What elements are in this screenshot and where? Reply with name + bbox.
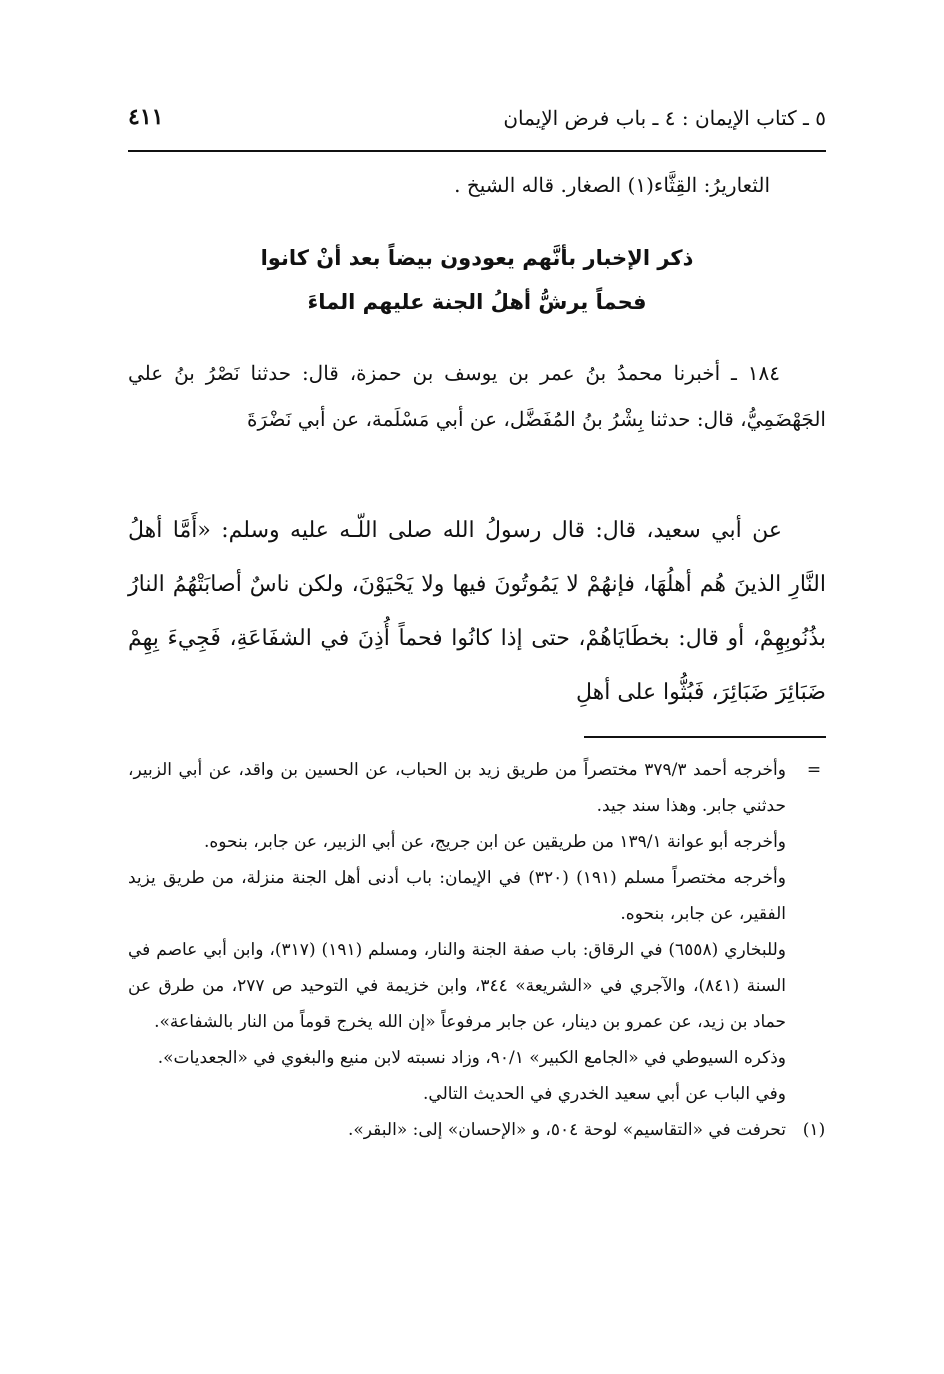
footnote-rule: [584, 736, 826, 738]
heading-line-2: فحماً يرشُّ أهلُ الجنة عليهم الماءَ: [307, 290, 647, 314]
footnote-text: وأخرجه أبو عوانة ١٣٩/١ من طريقين عن ابن جريج، عن أبي الزبير، عن جابر، بنحوه.: [203, 832, 786, 852]
header-rule: [128, 150, 826, 152]
footnotes: [128, 752, 826, 1148]
footnote-text: وللبخاري (٦٥٥٨) في الرقاق: باب صفة الجنة والنار، ومسلم (١٩١) (٣١٧)، وابن أبي عاصم في السنة (٨٤١)، والآجري في «الشريعة» ٣٤٤، وابن خزيمة في التوحيد ص ٢٧٧، من طرق عن حماد بن زيد، عن عمرو بن دينار، عن جابر مرفوعاً «إن الله يخرج قوماً من النار بالشفاعة».: [128, 940, 786, 1032]
footnote-text: وفي الباب عن أبي سعيد الخدري في الحديث التالي.: [423, 1084, 786, 1104]
footnote-continuation-5: [128, 1040, 826, 1076]
footnote-continuation-6: [128, 1076, 826, 1112]
footnote-continuation-2: [128, 824, 826, 860]
footnote-text: تحرفت في «التقاسيم» لوحة ٥٠٤، و «الإحسان» إلى: «البقر».: [348, 1120, 786, 1140]
footnote-text: وأخرجه أحمد ٣٧٩/٣ مختصراً من طريق زيد بن الحباب، عن الحسين بن واقد، عن أبي الزبير، حدثني جابر. وهذا سند جيد.: [128, 760, 786, 816]
footnote-continuation-4: [128, 932, 826, 1040]
page-header: [128, 100, 826, 146]
section-heading: [128, 236, 826, 324]
footnote-number: (١): [802, 1120, 826, 1140]
footnote-text: وذكره السيوطي في «الجامع الكبير» ٩٠/١، وزاد نسبته لابن منيع والبغوي في «الجعديات».: [157, 1048, 786, 1068]
footnote-1: [128, 1112, 826, 1148]
hadith-isnad: ١٨٤ ـ أخبرنا محمدُ بنُ عمر بن يوسف بن حمزة، قال: حدثنا نَصْرُ بنُ علي الجَهْضَمِيُّ، قال: حدثنا بِشْرُ بنُ المُفَضَّل، عن أبي مَسْلَمة، عن أبي نَضْرَةَ: [128, 361, 826, 431]
continuation-marker: =: [806, 760, 822, 780]
footnote-text: وأخرجه مختصراً مسلم (١٩١) (٣٢٠) في الإيمان: باب أدنى أهل الجنة منزلة، من طريق يزيد الفقير، عن جابر، بنحوه.: [128, 868, 786, 924]
running-title: ٥ ـ كتاب الإيمان : ٤ ـ باب فرض الإيمان: [503, 106, 826, 130]
intro-paragraph: الثعاريرُ: القِثَّاء(١) الصغار. قاله الشيخ .: [454, 173, 770, 197]
hadith-matn: عن أبي سعيد، قال: قال رسولُ الله صلى اللّـه عليه وسلم: «أَمَّا أهلُ النَّارِ الذينَ هُم أهلُهَا، فإنهُمْ لا يَمُوتُونَ فيها ولا يَحْيَوْنَ، ولكن ناسٌ أصابَتْهُمُ النارُ بذُنُوبِهِمْ، أو قال: بخطَايَاهُمْ، حتى إذا كانُوا فحماً أُذِنَ في الشفَاعَةِ، فَجِيءَ بِهِمْ ضَبَائِرَ ضَبَائِرَ، فَبُثُّوا على أهلِ: [128, 518, 826, 705]
heading-line-1: ذكر الإخبار بأنَّهم يعودون بيضاً بعد أنْ كانوا: [260, 246, 694, 270]
footnote-continuation-3: [128, 860, 826, 932]
page-number: ٤١١: [128, 104, 164, 130]
footnote-continuation-1: [128, 752, 826, 824]
